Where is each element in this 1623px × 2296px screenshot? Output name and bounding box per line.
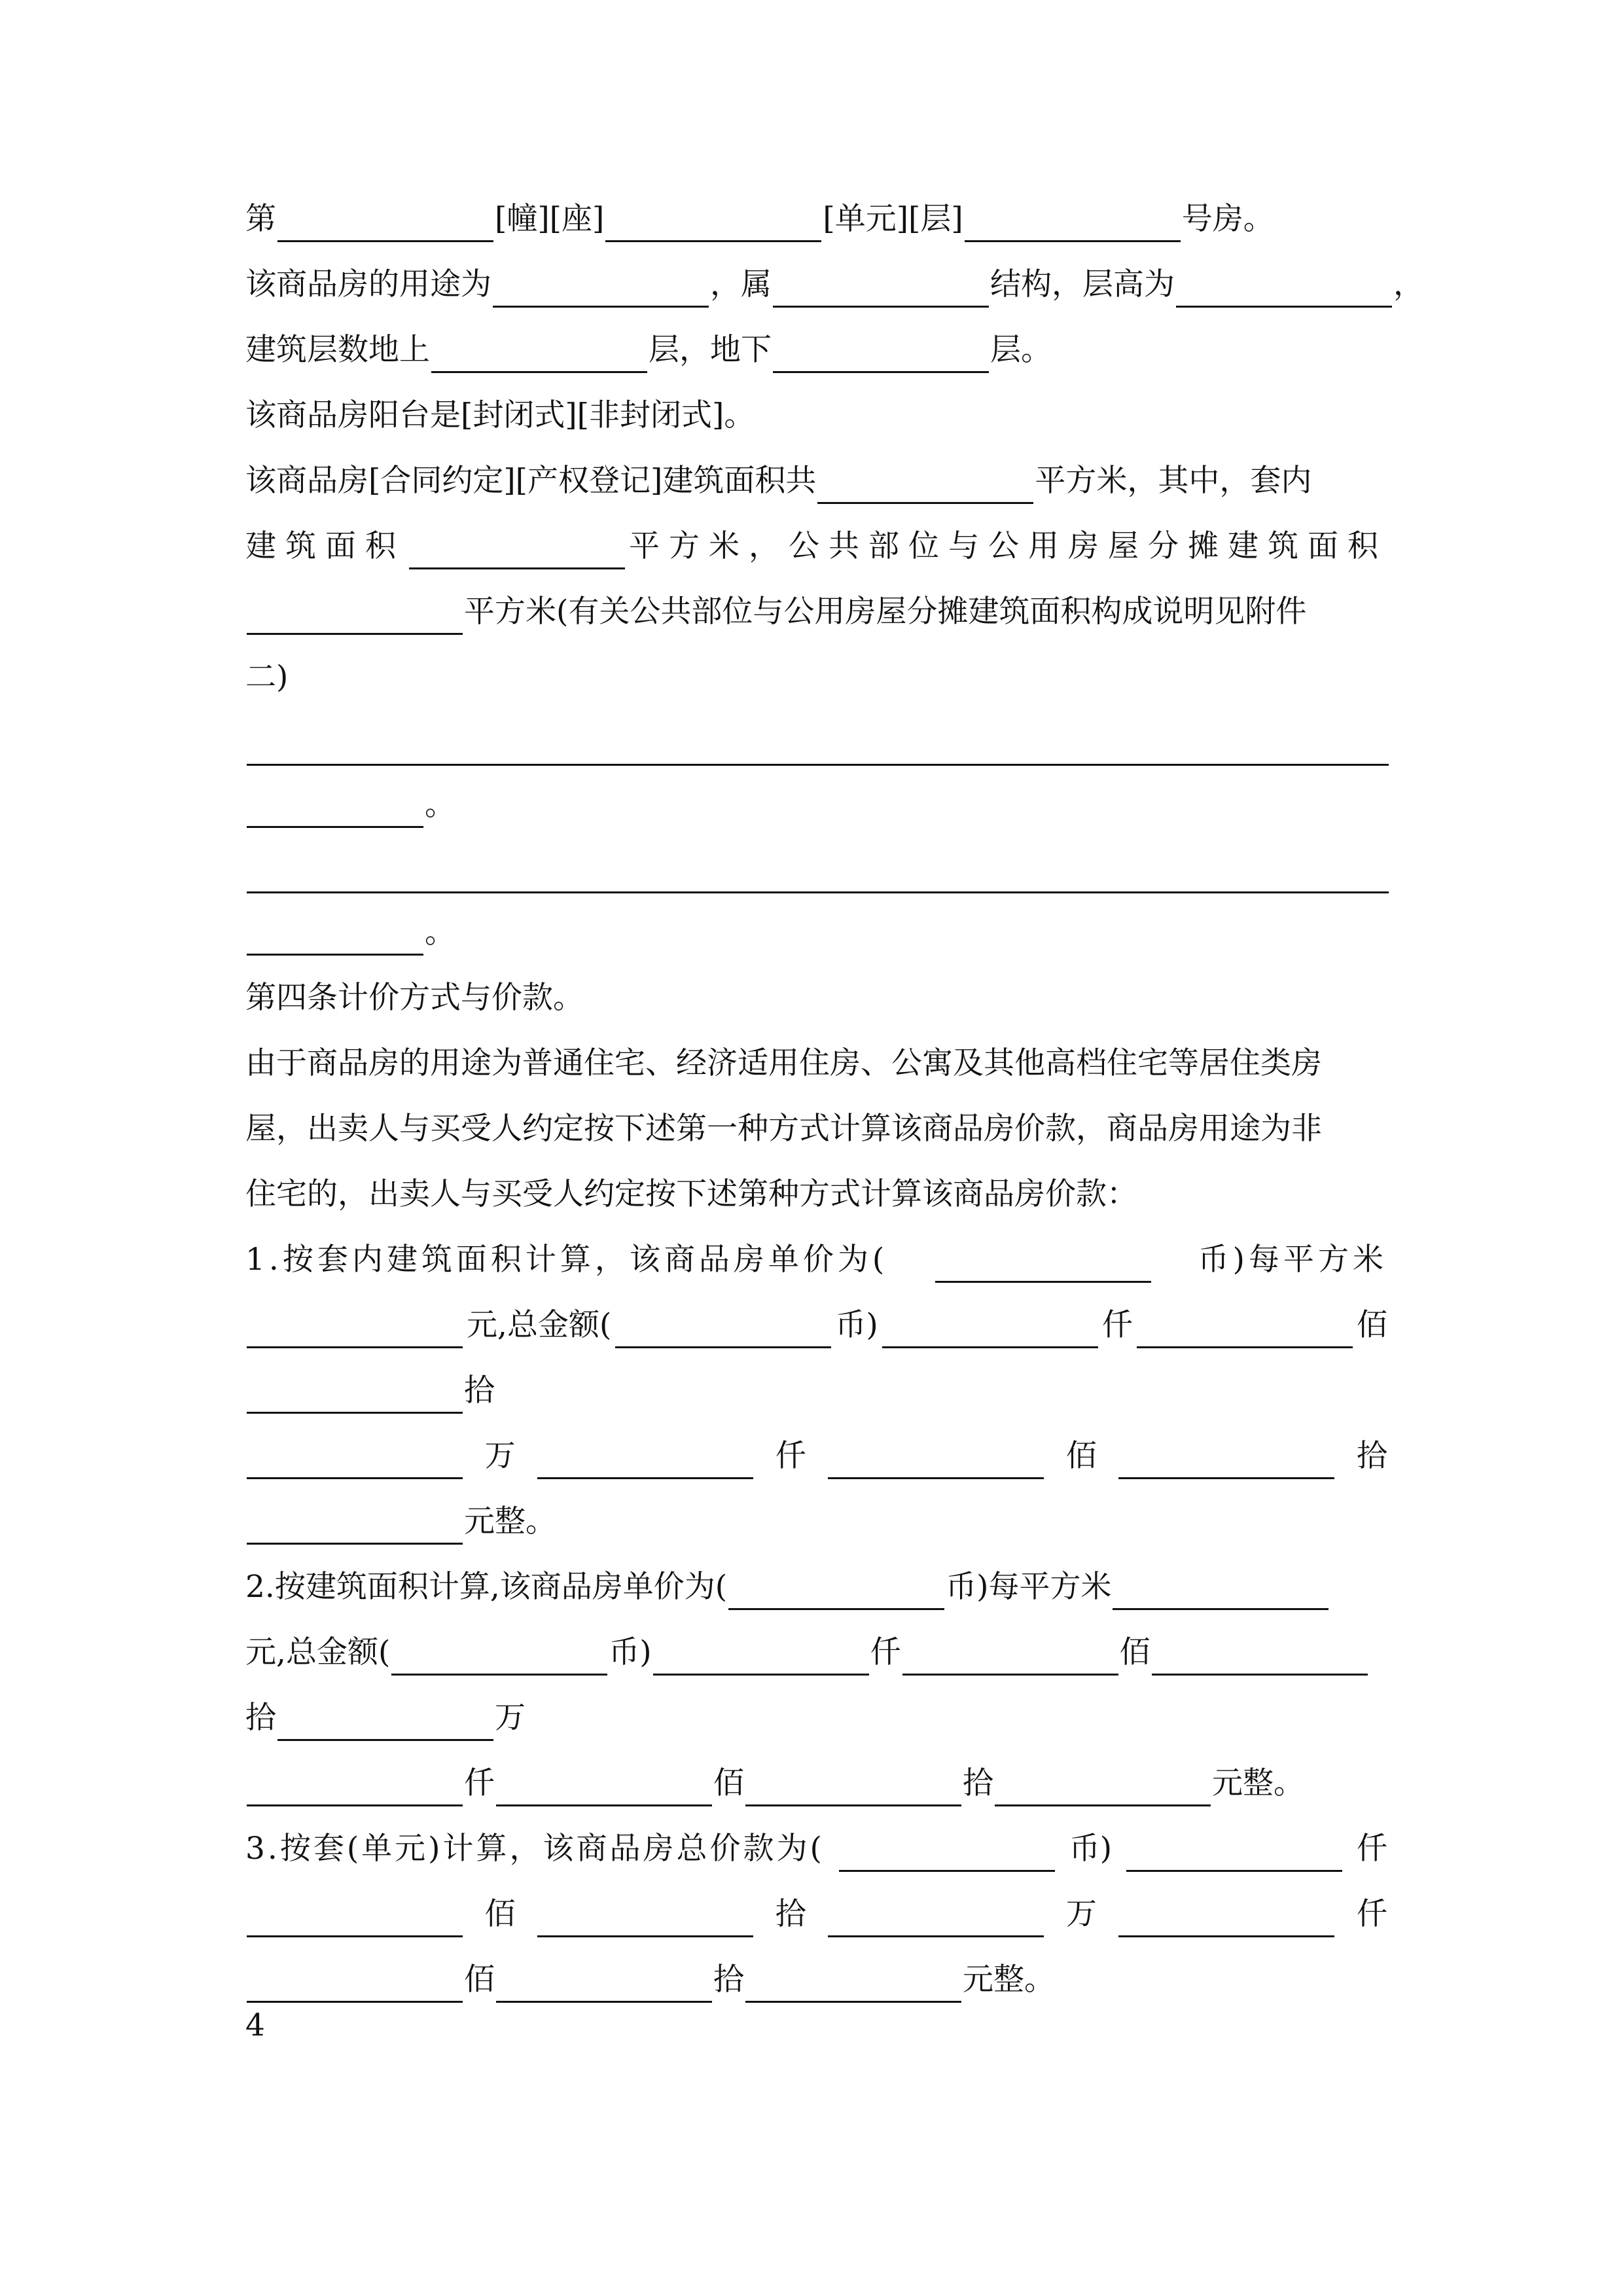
amount-blank[interactable] <box>745 1772 961 1806</box>
amount-blank[interactable] <box>995 1772 1211 1806</box>
text: 仟 <box>1356 1896 1387 1932</box>
floors-line <box>245 327 1387 373</box>
amount-blank[interactable] <box>882 1314 1098 1348</box>
short-blank[interactable] <box>247 921 423 956</box>
method-1-line-4 <box>245 1433 1387 1479</box>
amount-blank[interactable] <box>1137 1314 1353 1348</box>
method-1-line-2 <box>245 1302 1387 1348</box>
floor-height-blank[interactable] <box>1176 273 1392 308</box>
text: [幢][座] <box>495 201 605 237</box>
paragraph-line: 住宅的，出卖人与买受人约定按下述第种方式计算该商品房价款： <box>245 1176 1137 1212</box>
method-1-line-1 <box>245 1237 1387 1283</box>
full-blank[interactable] <box>247 731 1389 766</box>
method-2-line-3 <box>245 1695 1387 1741</box>
text: 平方米，其中，套内 <box>1035 463 1312 499</box>
unit-price-blank[interactable] <box>1113 1575 1329 1610</box>
text: 仟 <box>1356 1831 1387 1867</box>
currency-blank[interactable] <box>935 1248 1151 1283</box>
method-1-line-5 <box>245 1499 1387 1545</box>
text: 佰 <box>713 1765 744 1801</box>
balcony-line: 该商品房阳台是[封闭式][非封闭式]。 <box>245 397 755 433</box>
amount-blank[interactable] <box>1152 1641 1368 1676</box>
text: 元整。 <box>464 1503 556 1539</box>
text: 佰 <box>1119 1634 1150 1670</box>
inner-area-blank[interactable] <box>409 535 625 569</box>
amount-blank[interactable] <box>653 1641 869 1676</box>
usage-line <box>245 262 1424 308</box>
amount-blank[interactable] <box>1126 1837 1342 1872</box>
article-4-title: 第四条计价方式与价款。 <box>245 980 584 1016</box>
amount-blank[interactable] <box>496 1968 712 2003</box>
text: 1.按套内建筑面积计算，该商品房单价为( <box>245 1242 889 1278</box>
text: 号房。 <box>1181 201 1274 237</box>
below-ground-floors-blank[interactable] <box>773 338 989 373</box>
text: 。 <box>425 914 455 950</box>
room-blank[interactable] <box>965 207 1181 242</box>
text: 拾 <box>713 1962 744 1998</box>
text: 币)每平方米 <box>1198 1242 1387 1278</box>
text: 仟 <box>775 1438 806 1474</box>
text: 拾 <box>775 1896 806 1932</box>
text: 佰 <box>484 1896 516 1932</box>
text: ， <box>1393 266 1424 302</box>
text: 币) <box>1069 1831 1113 1867</box>
full-blank[interactable] <box>247 859 1389 893</box>
amount-blank[interactable] <box>537 1903 753 1937</box>
method-2-line-2 <box>245 1630 1387 1676</box>
text: 元整。 <box>963 1962 1055 1998</box>
currency-blank[interactable] <box>728 1575 944 1610</box>
amount-blank[interactable] <box>828 1903 1044 1937</box>
text: 3.按套(单元)计算，该商品房总价款为( <box>245 1831 825 1867</box>
amount-blank[interactable] <box>537 1444 753 1479</box>
text: 结构，层高为 <box>990 266 1175 302</box>
text: 。 <box>425 787 455 823</box>
amount-blank[interactable] <box>277 1706 493 1741</box>
text: 万 <box>484 1438 516 1474</box>
area-line-3 <box>245 589 1387 635</box>
area-line-2 <box>245 524 1387 569</box>
method-2-line-4 <box>245 1761 1387 1806</box>
text: 拾 <box>1356 1438 1387 1474</box>
text: 仟 <box>870 1634 901 1670</box>
text: 第 <box>245 201 276 237</box>
unit-number-line <box>245 196 1387 242</box>
text: 万 <box>495 1700 526 1736</box>
amount-blank[interactable] <box>828 1444 1044 1479</box>
text: 币) <box>835 1307 878 1343</box>
short-blank-line-2 <box>245 910 1387 956</box>
currency-blank[interactable] <box>615 1314 831 1348</box>
amount-blank[interactable] <box>745 1968 961 2003</box>
text: ，属 <box>710 266 772 302</box>
full-blank-line-2 <box>245 848 1387 893</box>
area-line-1 <box>245 458 1387 504</box>
above-ground-floors-blank[interactable] <box>431 338 647 373</box>
amount-blank[interactable] <box>1118 1903 1334 1937</box>
amount-blank[interactable] <box>496 1772 712 1806</box>
full-blank-line-1 <box>245 720 1387 766</box>
page-number: 4 <box>245 2007 265 2043</box>
text: 拾 <box>245 1700 276 1736</box>
method-1-line-3 <box>245 1368 1387 1414</box>
area-line-4: 二) <box>245 659 289 695</box>
amount-blank[interactable] <box>247 1379 463 1414</box>
shared-area-blank[interactable] <box>247 600 463 635</box>
building-blank[interactable] <box>277 207 493 242</box>
total-area-blank[interactable] <box>817 469 1033 504</box>
text: 层，地下 <box>649 332 772 368</box>
text: 仟 <box>1101 1307 1133 1343</box>
text: 元,总金额( <box>245 1634 391 1670</box>
short-blank[interactable] <box>247 793 423 828</box>
paragraph-line: 由于商品房的用途为普通住宅、经济适用住房、公寓及其他高档住宅等居住类房 <box>245 1045 1322 1081</box>
text: [单元][层] <box>823 201 963 237</box>
amount-blank[interactable] <box>247 1444 463 1479</box>
structure-blank[interactable] <box>773 273 989 308</box>
amount-blank[interactable] <box>247 1968 463 2003</box>
text: 元整。 <box>1212 1765 1304 1801</box>
text: 佰 <box>1356 1307 1387 1343</box>
text: 建筑层数地上 <box>245 332 430 368</box>
currency-blank[interactable] <box>391 1641 607 1676</box>
method-3-line-3 <box>245 1957 1387 2003</box>
amount-blank[interactable] <box>247 1903 463 1937</box>
amount-blank[interactable] <box>247 1772 463 1806</box>
text: 元,总金额( <box>467 1307 612 1343</box>
amount-blank[interactable] <box>247 1510 463 1545</box>
text: 2.按建筑面积计算,该商品房单价为( <box>245 1569 728 1605</box>
paragraph-line: 屋，出卖人与买受人约定按下述第一种方式计算该商品房价款，商品房用途为非 <box>245 1111 1322 1147</box>
text: 平方米，公共部位与公用房屋分摊建筑面积 <box>629 528 1387 564</box>
amount-blank[interactable] <box>1118 1444 1334 1479</box>
text: 该商品房[合同约定][产权登记]建筑面积共 <box>245 463 817 499</box>
short-blank-line-1 <box>245 782 1387 828</box>
text: 万 <box>1065 1896 1097 1932</box>
amount-blank[interactable] <box>902 1641 1118 1676</box>
text: 建筑面积 <box>245 528 405 564</box>
text: 币)每平方米 <box>946 1569 1112 1605</box>
method-2-line-1 <box>245 1564 1387 1610</box>
text: 平方米(有关公共部位与公用房屋分摊建筑面积构成说明见附件 <box>464 594 1307 630</box>
text: 佰 <box>1065 1438 1097 1474</box>
text: 币) <box>609 1634 652 1670</box>
text: 拾 <box>963 1765 993 1801</box>
text: 仟 <box>464 1765 495 1801</box>
method-3-line-2 <box>245 1892 1387 1937</box>
unit-price-blank[interactable] <box>247 1314 463 1348</box>
unit-blank[interactable] <box>605 207 821 242</box>
text: 层。 <box>990 332 1052 368</box>
text: 佰 <box>464 1962 495 1998</box>
method-3-line-1 <box>245 1826 1387 1872</box>
usage-blank[interactable] <box>493 273 709 308</box>
currency-blank[interactable] <box>839 1837 1055 1872</box>
text: 该商品房的用途为 <box>245 266 491 302</box>
text: 拾 <box>464 1372 495 1408</box>
